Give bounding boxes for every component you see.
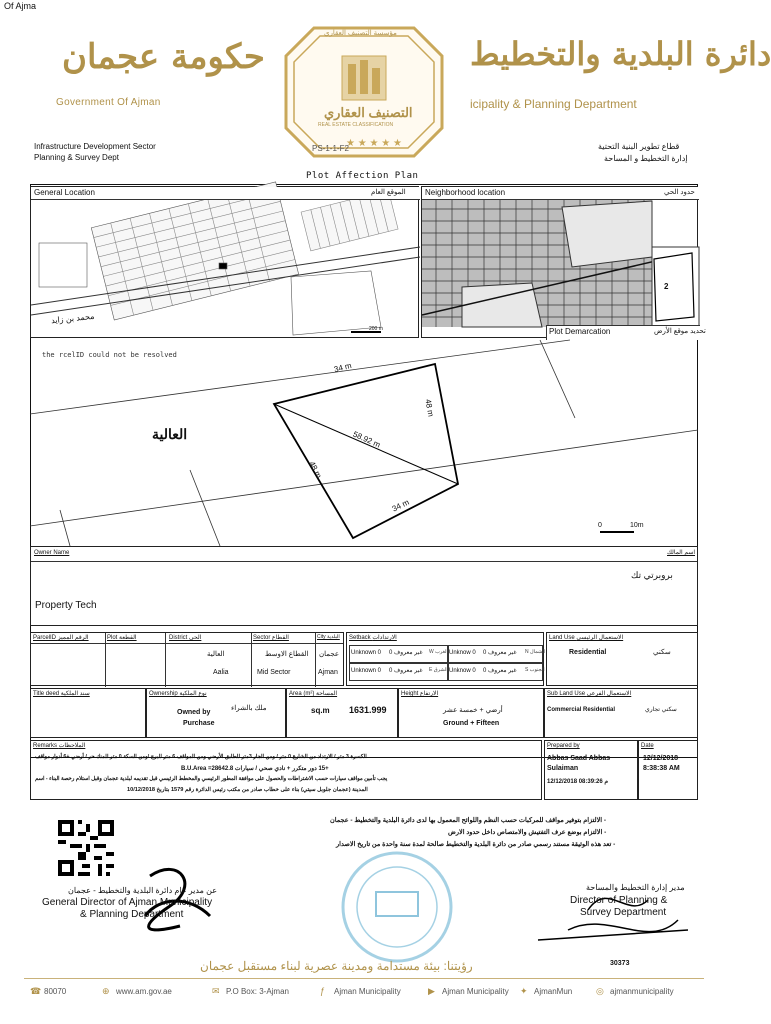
- setback-s-value: Unknown 0: [351, 668, 382, 674]
- district-ar: العالية: [207, 651, 225, 658]
- area-unit: sq.m: [311, 706, 330, 715]
- general-location-label-ar: الموقع العام: [371, 189, 406, 196]
- land-use-section: [546, 632, 698, 686]
- youtube-icon: ▶: [428, 986, 435, 996]
- owner-name-ar: بروبرتي تك: [631, 570, 673, 580]
- neighborhood-location-label-ar: حدود الحي: [664, 189, 695, 196]
- footer-web: www.am.gov.ae: [116, 987, 172, 996]
- setback-n-value: Unknown 0: [351, 650, 382, 656]
- neighborhood-map: [421, 186, 706, 338]
- stamp-english-text: REAL ESTATE CLASSIFICATION: [318, 122, 394, 128]
- date-label: Date: [641, 743, 654, 749]
- height-section: [398, 688, 544, 738]
- prepared-timestamp: 12/12/2018 08:39:26 م: [547, 779, 609, 785]
- note-3: - تعد هذه الوثيقة مستند رسمي صادر من دائرة البلدية والتخطيط صالحة لمدة سنة واحدة من تاريخ الاصدار: [336, 841, 616, 848]
- sub-land-use-en: Commercial Residential: [547, 707, 616, 713]
- parcel-section: [30, 632, 344, 686]
- owner-label: Owner Name: [34, 550, 70, 556]
- plot-drawing: [30, 340, 698, 546]
- prepared-by-section: [544, 740, 638, 800]
- document-number: 30373: [610, 960, 630, 967]
- prepared-by-name-2: Sulaiman: [547, 765, 579, 772]
- department-arabic-logo: دائرة البلدية والتخطيط: [470, 35, 771, 73]
- sub-land-use-label: Sub Land Use الاستعمال الفرعي: [547, 691, 632, 697]
- right-signatory-en-2: Survey Department: [580, 907, 667, 918]
- remarks-line-1: الكسرة 3 متر / الارتداد من الشارع 0 متر / ومن الجار 3متر للطابق الأرضي ومن المواقف 6 متر للبرج /ومن السكة 0 متر للمنك حر / أرضي +6 أدوار مواقف: [35, 754, 367, 760]
- government-arabic-logo: حكومة عجمان: [62, 37, 265, 77]
- neighborhood-location-label: Neighborhood location: [425, 188, 506, 197]
- left-signatory-en-1: General Director of Ajman Municipality: [42, 897, 213, 908]
- setback-n-ar: غير معروف 0: [389, 650, 423, 656]
- left-signatory-en-2: & Planning Department: [80, 909, 184, 920]
- classification-stamp: [284, 26, 444, 158]
- owner-label-ar: اسم المالك: [667, 550, 696, 556]
- facebook-icon: ƒ: [320, 986, 326, 996]
- scale-ten: 10m: [630, 522, 644, 529]
- road-label: محمد بن زايد: [50, 311, 95, 326]
- remarks-line-4: المدينة (عجمان جلوبل سيتي) بناء على خطاب صادر من مكتب رئيس الدائرة رقم 1579 بتاريخ 10/12/2018: [127, 787, 368, 793]
- sector-en: Mid Sector: [257, 669, 291, 676]
- height-en: Ground + Fifteen: [443, 720, 500, 727]
- parcel-id-label: ParcelID الرقم المميز: [33, 635, 89, 641]
- general-scale-label: 200 m: [369, 326, 383, 332]
- document-title: Plot Affection Plan: [306, 171, 419, 181]
- mailbox-icon: ✉: [212, 986, 220, 996]
- government-english: Government Of Ajman: [56, 97, 161, 108]
- footer-social-2: Ajman Municipality: [442, 987, 509, 996]
- department-english: icipality & Planning Department: [470, 97, 637, 111]
- height-ar: أرضي + خمسة عشر: [443, 707, 503, 714]
- parcel-error-text: the rcelID could not be resolved: [42, 351, 177, 359]
- qr-code: [58, 820, 114, 876]
- height-label: Height الارتفاع: [401, 691, 439, 697]
- twitter-icon: ✦: [520, 986, 528, 996]
- setback-s-ar: غير معروف 0: [389, 668, 423, 674]
- note-1: - الالتزام بتوفير مواقف للمركبات حسب النظم واللوائح المعمول بها لدى دائرة البلدية والتخطيط - عجمان: [330, 817, 607, 824]
- area-value: 1631.999: [349, 705, 387, 715]
- date-value: 12/12/2018: [643, 755, 679, 762]
- globe-icon: ⊕: [102, 986, 110, 996]
- setback-e-ar: غير معروف 0: [483, 668, 517, 674]
- dimension-top: 34 m: [333, 360, 353, 375]
- left-signatory-ar: عن مدير عام دائرة البلدية والتخطيط - عجمان: [68, 886, 217, 895]
- land-use-label: Land Use الاستعمال الرئيسي: [549, 635, 624, 641]
- ownership-en-2: Purchase: [183, 720, 215, 727]
- setback-north-label: N الشمال: [525, 649, 546, 655]
- setback-w-value: Unknow 0: [449, 650, 476, 656]
- area-label: Area (m²) المساحة: [289, 691, 338, 697]
- ownership-ar: ملك بالشراء: [231, 705, 267, 712]
- sector-english-2: Planning & Survey Dept: [34, 153, 119, 162]
- city-en: Ajman: [318, 669, 338, 676]
- setback-label: Setback الارتدادات: [349, 635, 397, 641]
- owner-section: [30, 546, 698, 626]
- sector-arabic-1: قطاع تطوير البنية التحتية: [598, 142, 680, 151]
- svg-text:★ ★ ★ ★ ★: ★ ★ ★ ★ ★: [346, 138, 402, 149]
- remarks-section: [30, 740, 542, 800]
- city-ar: عجمان: [319, 651, 340, 658]
- ownership-en-1: Owned by: [177, 709, 211, 716]
- plot-demarcation-label-ar: تحديد موقع الأرض: [654, 328, 706, 335]
- stamp-top-text: مؤسسة التصنيف العقاري: [324, 30, 397, 37]
- land-use-value-en: Residential: [569, 649, 607, 656]
- footer-phone: 80070: [44, 987, 67, 996]
- footer-pobox: P.O Box: 3-Ajman: [226, 987, 289, 996]
- setback-section: [346, 632, 544, 686]
- title-deed-section: [30, 688, 146, 738]
- right-signatory-en-1: Director of Planning &: [570, 895, 668, 906]
- stamp-code: PS-1-1-F2: [312, 144, 349, 153]
- setback-west-label: W الغرب: [429, 649, 448, 655]
- plot-label: Plot القطعة: [107, 635, 137, 641]
- plot-demarcation-label: Plot Demarcation: [549, 327, 611, 336]
- setback-e-value: Unknow 0: [449, 668, 476, 674]
- owner-name-en: Property Tech: [35, 600, 97, 611]
- general-location-label: General Location: [34, 188, 95, 197]
- title-deed-label: Title deed سند الملكية: [33, 691, 90, 697]
- map-number: 2: [664, 282, 669, 291]
- remarks-line-2: +15 دور متكرر + نادي صحي / سيارات B.U.Area =28642.8: [181, 766, 329, 772]
- district-label: District الحي: [169, 635, 202, 641]
- footer-social-1: Ajman Municipality: [334, 987, 401, 996]
- dimension-bottom: 34 m: [390, 497, 411, 514]
- general-location-map: [30, 186, 419, 338]
- stamp-arabic-text: التصنيف العقاري: [324, 105, 413, 120]
- sector-arabic-2: إدارة التخطيط و المساحة: [604, 154, 688, 163]
- setback-w-ar: غير معروف 0: [483, 650, 517, 656]
- dimension-left: 48 m: [307, 459, 324, 480]
- scale-zero: 0: [598, 522, 602, 529]
- district-en: Aalia: [213, 669, 229, 676]
- sector-ar: القطاع الاوسط: [265, 651, 309, 658]
- dimension-diagonal: 58.92 m: [351, 429, 382, 450]
- city-label: City البلدية: [317, 634, 340, 640]
- sub-land-use-ar: سكني تجاري: [645, 707, 677, 713]
- official-round-stamp: [338, 848, 456, 966]
- prepared-by-name-1: Abbas Saad Abbas: [547, 755, 611, 762]
- corner-text: Of Ajma: [4, 1, 37, 11]
- ownership-label: Ownership نوع الملكية: [149, 691, 207, 697]
- remarks-label: Remarks الملاحظات: [33, 743, 86, 749]
- area-name-label: العالية: [152, 427, 188, 443]
- footer-social-4: ajmanmunicipality: [610, 987, 674, 996]
- footer-contacts: [30, 986, 700, 1000]
- right-signatory-ar: مدير إدارة التخطيط والمساحة: [586, 883, 685, 892]
- prepared-by-label: Prepared by: [547, 743, 580, 749]
- dimension-right: 48 m: [423, 398, 436, 418]
- area-section: [286, 688, 398, 738]
- setback-south-label: S الجنوب: [525, 667, 545, 673]
- footer-social-3: AjmanMun: [534, 987, 573, 996]
- sector-english-1: Infrastructure Development Sector: [34, 142, 156, 151]
- note-2: - الالتزام بوضع عرف التفتيش والامتصاص داخل حدود الارض: [448, 829, 607, 836]
- phone-icon: ☎: [30, 986, 42, 996]
- sector-label: Sector القطاع: [253, 635, 289, 641]
- setback-east-label: E الشرق: [429, 667, 448, 673]
- vision-slogan: رؤيتنا: بيئة مستدامة ومدينة عصرية لبناء مستقبل عجمان: [200, 959, 473, 973]
- time-value: 8:38:38 AM: [643, 765, 680, 772]
- land-use-value-ar: سكني: [653, 649, 671, 656]
- instagram-icon: ◎: [596, 986, 604, 996]
- ownership-section: [146, 688, 286, 738]
- sub-land-use-section: [544, 688, 698, 738]
- date-section: [638, 740, 698, 800]
- remarks-line-3: يجب تأمين مواقف سيارات حسب الاشتراطات والحصول على موافقة المطور الرئيسي والمخطط الرئيسي قبل تقديمه لبلدية عجمان وقبل استلام رخصة البناء - اسم: [35, 776, 388, 782]
